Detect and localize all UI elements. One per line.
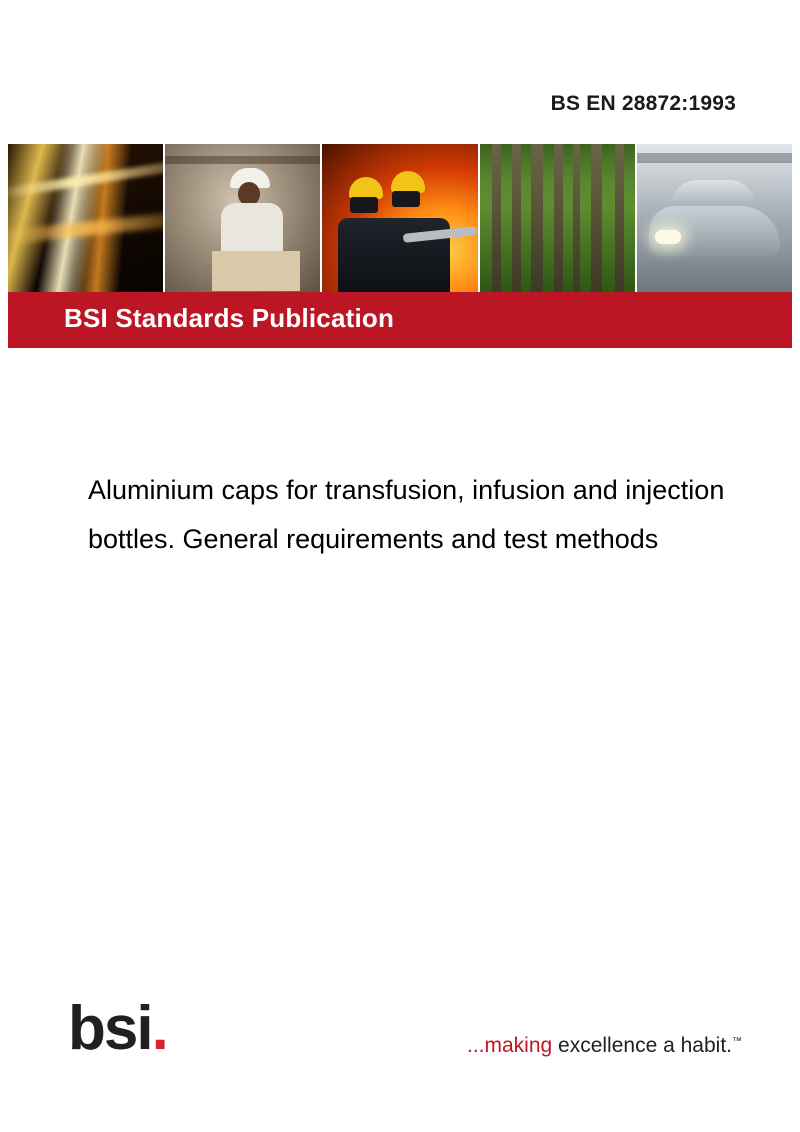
trademark-symbol: ™ — [732, 1036, 742, 1047]
tagline-lead: ...making — [467, 1034, 553, 1057]
bsi-logo-text: bsi — [68, 994, 152, 1063]
tagline-rest: excellence a habit. — [552, 1034, 732, 1057]
warehouse-worker-photo — [165, 144, 322, 292]
page-title: Aluminium caps for transfusion, infusion and injection bottles. General requirements and test methods — [88, 475, 725, 554]
forest-photo — [480, 144, 637, 292]
cover-image-strip — [8, 144, 792, 292]
firefighters-photo — [322, 144, 479, 292]
tagline — [467, 1034, 742, 1058]
light-trails-photo — [8, 144, 165, 292]
bsi-logo-dot: . — [151, 994, 167, 1063]
standard-number: BS EN 28872:1993 — [550, 92, 736, 115]
car-production-photo — [637, 144, 792, 292]
bsi-logo — [68, 994, 198, 1063]
brand-banner-label: BSI Standards Publication — [64, 303, 395, 333]
